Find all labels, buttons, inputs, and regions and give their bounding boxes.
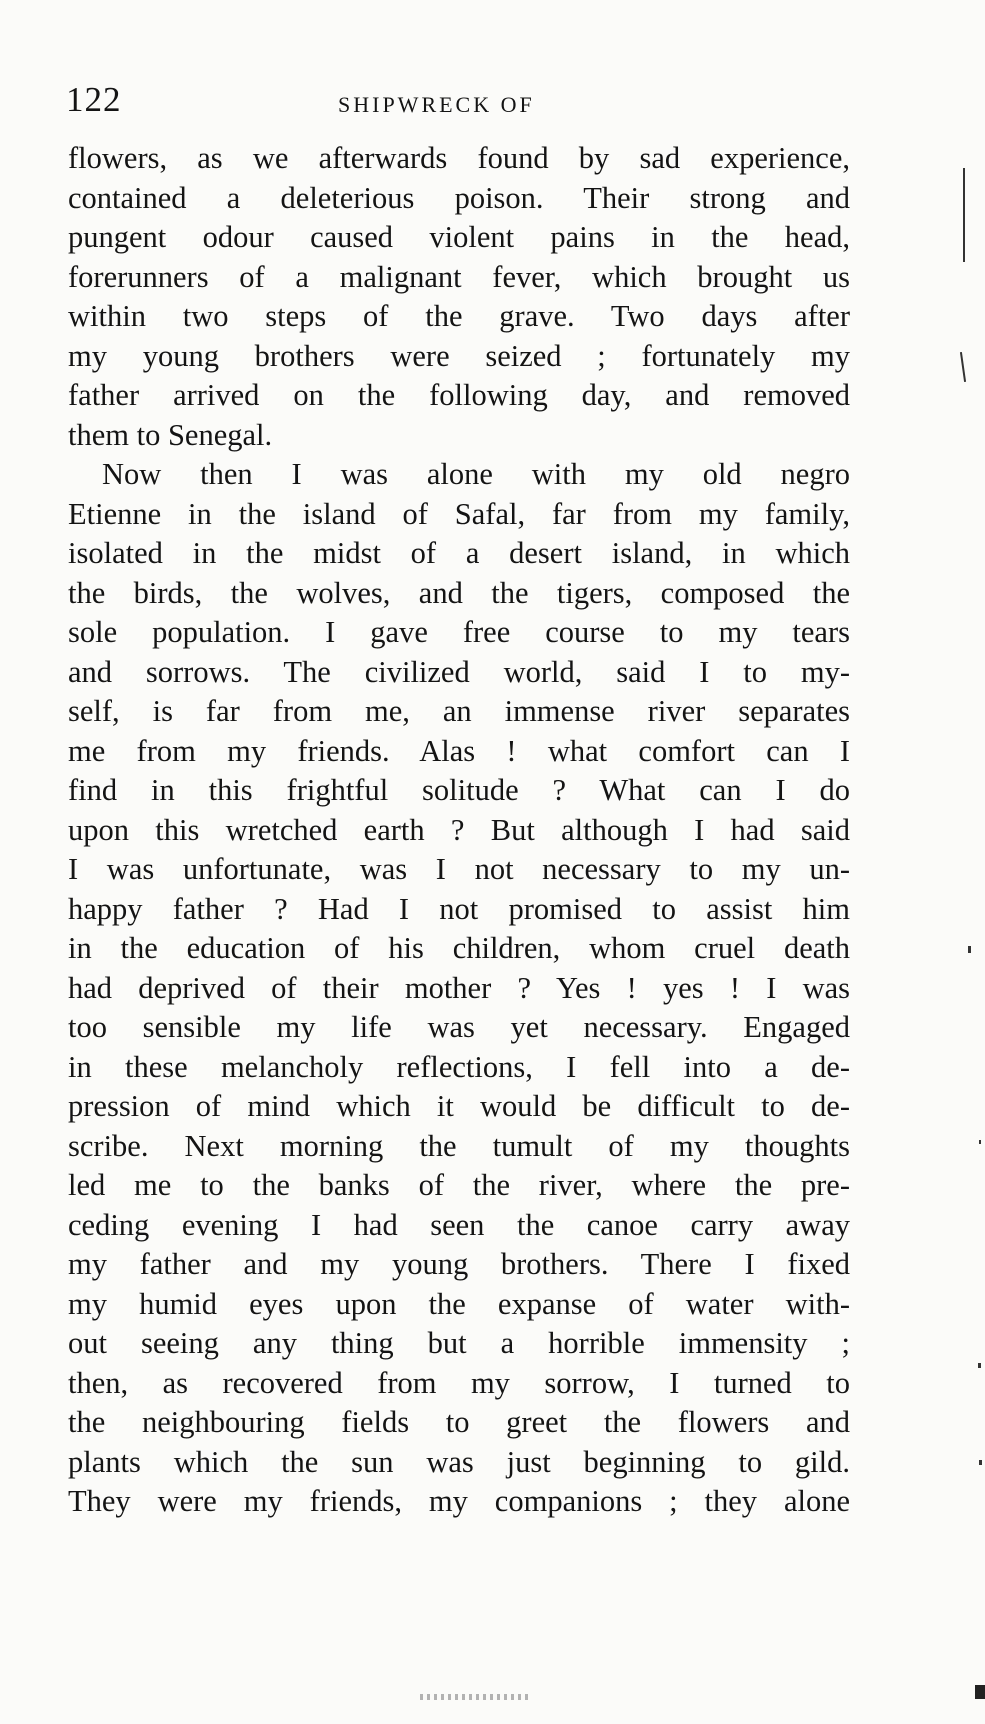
- text-line: flowers, as we afterwards found by sad experience,: [68, 141, 850, 175]
- text-line: out seeing any thing but a horrible immensity ;: [68, 1326, 850, 1360]
- text-line: plants which the sun was just beginning to gild.: [68, 1444, 850, 1479]
- text-line: find in this frightful solitude ? What can I do: [68, 773, 850, 807]
- text-line: them to Senegal.: [68, 417, 273, 452]
- text-line: me from my friends. Alas ! what comfort can I: [68, 733, 850, 768]
- text-line: Now then I was alone with my old negro: [102, 457, 850, 491]
- text-line: within two steps of the grave. Two days after: [68, 299, 850, 333]
- text-line: in the education of his children, whom cruel death: [68, 931, 850, 965]
- text-line: my young brothers were seized ; fortunately my: [68, 338, 850, 373]
- text-line: my humid eyes upon the expanse of water with-: [68, 1286, 850, 1321]
- text-line: forerunners of a malignant fever, which brought us: [68, 259, 850, 294]
- text-line: and sorrows. The civilized world, said I to my-: [68, 654, 850, 689]
- text-line: then, as recovered from my sorrow, I turned to: [68, 1365, 850, 1400]
- text-line: They were my friends, my companions ; they alone: [68, 1484, 850, 1518]
- text-line: ceding evening I had seen the canoe carry away: [68, 1207, 850, 1242]
- text-line: pression of mind which it would be difficult to de-: [68, 1089, 850, 1123]
- text-line: led me to the banks of the river, where the pre-: [68, 1168, 850, 1202]
- page-header: [60, 80, 850, 130]
- text-line: father arrived on the following day, and removed: [68, 378, 850, 412]
- running-head: SHIPWRECK OF: [338, 92, 535, 117]
- margin-mark: [978, 1363, 981, 1368]
- text-line: too sensible my life was yet necessary. Engaged: [68, 1010, 850, 1044]
- text-line: had deprived of their mother ? Yes ! yes ! I was: [68, 970, 850, 1005]
- text-line: in these melancholy reflections, I fell into a de-: [68, 1049, 850, 1084]
- text-line: pungent odour caused violent pains in the head,: [68, 220, 850, 254]
- text-line: upon this wretched earth ? But although I had said: [68, 812, 850, 847]
- ink-smudge: [420, 1694, 530, 1700]
- page-number: 122: [66, 80, 122, 119]
- margin-mark: [968, 946, 971, 953]
- text-line: the birds, the wolves, and the tigers, composed the: [68, 575, 850, 610]
- text-line: my father and my young brothers. There I fixed: [68, 1247, 850, 1281]
- margin-mark: [963, 196, 965, 262]
- margin-mark: [979, 1140, 981, 1144]
- text-line: isolated in the midst of a desert island, in which: [68, 536, 850, 570]
- body-text: [68, 139, 850, 1522]
- text-line: I was unfortunate, was I not necessary to my un-: [68, 852, 850, 886]
- text-line: contained a deleterious poison. Their strong and: [68, 180, 850, 215]
- text-line: scribe. Next morning the tumult of my thoughts: [68, 1128, 850, 1163]
- text-line: happy father ? Had I not promised to assist him: [68, 891, 850, 926]
- text-line: Etienne in the island of Safal, far from my family,: [68, 496, 850, 531]
- text-line: sole population. I gave free course to my tears: [68, 615, 850, 649]
- margin-mark: [979, 1460, 982, 1465]
- margin-mark: [960, 352, 966, 382]
- margin-mark: [975, 1685, 985, 1699]
- text-line: self, is far from me, an immense river separates: [68, 694, 850, 728]
- text-line: the neighbouring fields to greet the flowers and: [68, 1405, 850, 1439]
